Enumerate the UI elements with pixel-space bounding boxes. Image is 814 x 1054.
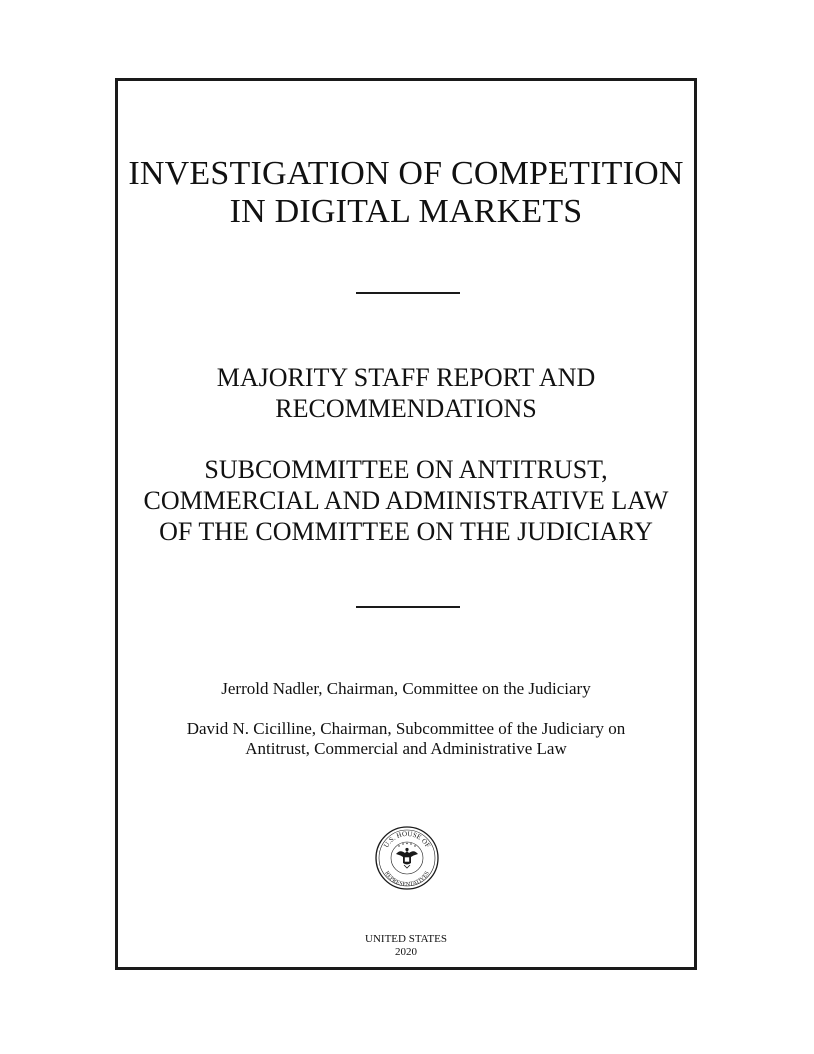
footer-line: 2020 [395, 946, 417, 958]
seal-text-bottom: REPRESENTATIVES [383, 870, 431, 889]
subcommittee-line: COMMERCIAL AND ADMINISTRATIVE LAW [143, 486, 669, 515]
footer-line: UNITED STATES [365, 933, 447, 945]
divider-rule [356, 292, 460, 294]
report-subtitle [118, 362, 694, 424]
chairman-line: Antitrust, Commercial and Administrative Law [245, 739, 567, 758]
subtitle-line: MAJORITY STAFF REPORT AND [216, 363, 596, 392]
publication-footer [118, 933, 694, 959]
svg-text:REPRESENTATIVES [383, 871, 431, 889]
title-line: IN DIGITAL MARKETS [229, 193, 583, 230]
house-seal-icon [374, 825, 440, 891]
chairman-line: David N. Cicilline, Chairman, Subcommittee of the Judiciary on [186, 719, 626, 738]
subtitle-line: RECOMMENDATIONS [275, 394, 537, 423]
subcommittee-heading [118, 454, 694, 547]
report-title [118, 155, 694, 231]
chairman-committee [118, 679, 694, 699]
cover-frame [115, 78, 697, 970]
eagle-icon [396, 843, 418, 868]
divider-rule [356, 606, 460, 608]
chairman-subcommittee [118, 719, 694, 759]
chairman-line: Jerrold Nadler, Chairman, Committee on the Judiciary [221, 679, 591, 698]
title-line: INVESTIGATION OF COMPETITION [128, 155, 684, 192]
subcommittee-line: OF THE COMMITTEE ON THE JUDICIARY [159, 517, 653, 546]
seal-text-top: U.S. HOUSE OF [382, 829, 432, 850]
subcommittee-line: SUBCOMMITTEE ON ANTITRUST, [204, 455, 608, 484]
